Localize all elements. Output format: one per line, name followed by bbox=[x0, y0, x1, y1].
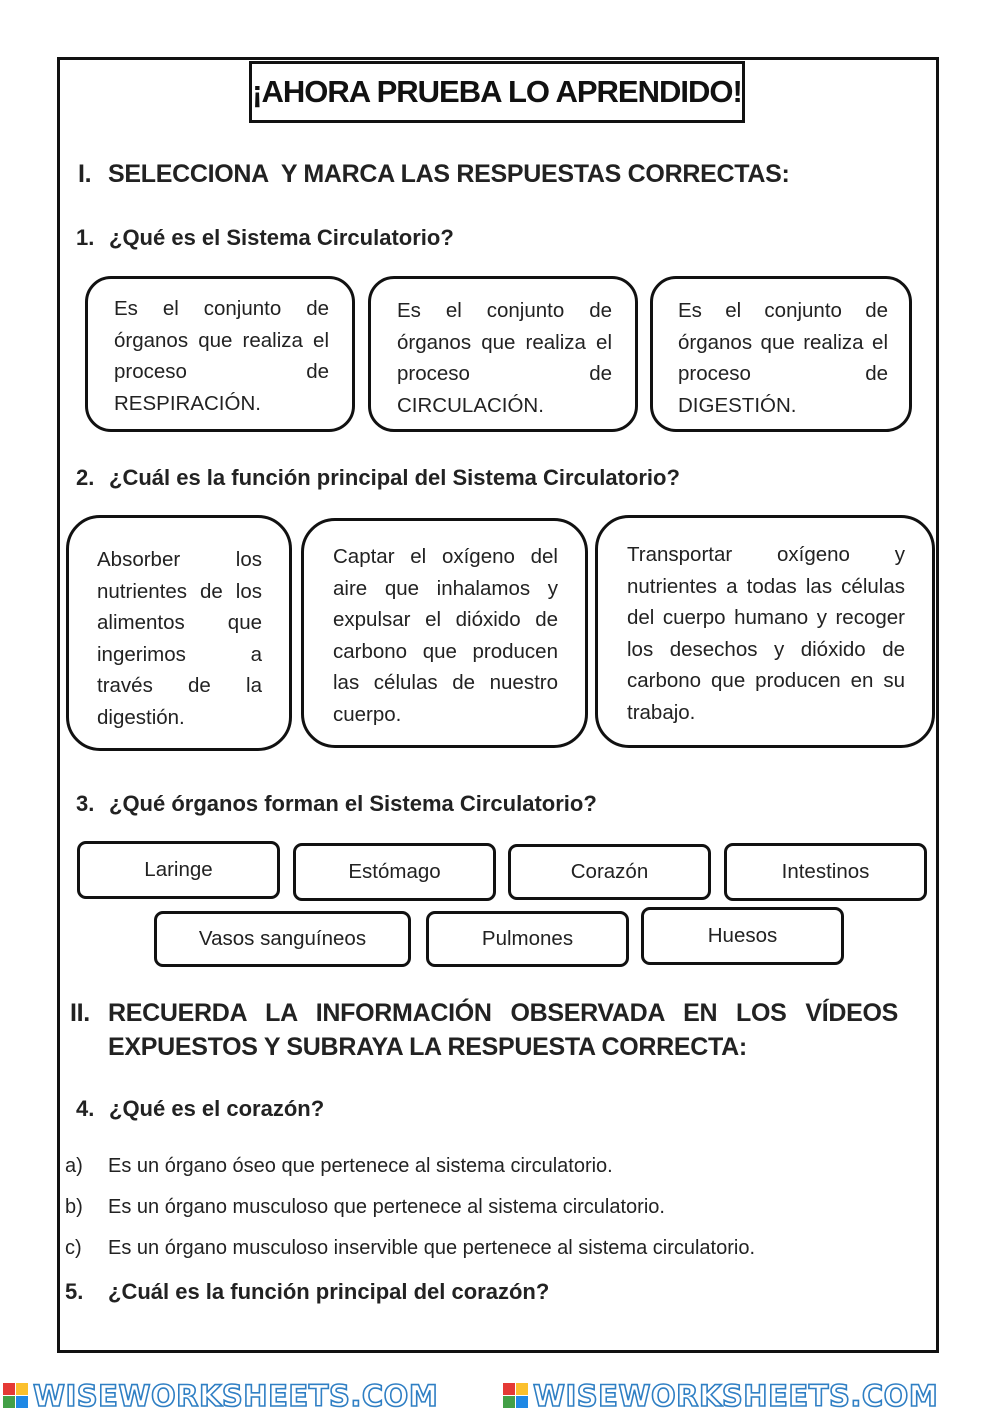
question-number: 5. bbox=[65, 1279, 84, 1304]
wiseworksheets-logo bbox=[503, 1378, 998, 1414]
section-2-heading-line-2 bbox=[108, 1033, 808, 1067]
answer-card-q2-c[interactable] bbox=[595, 515, 935, 748]
option-text: Es un órgano musculoso inservible que pertenece al sistema circulatorio. bbox=[108, 1237, 756, 1259]
answer-card-q2-b[interactable] bbox=[301, 518, 588, 748]
organ-option-vasos-sanguineos[interactable]: Vasos sanguíneos bbox=[154, 911, 411, 967]
logo-squares-icon bbox=[3, 1383, 29, 1409]
answer-text: Es el conjunto de órganos que realiza el proceso de CIRCULACIÓN. bbox=[397, 299, 612, 417]
question-number: 4. bbox=[76, 1096, 95, 1121]
option-a[interactable] bbox=[65, 1155, 825, 1181]
question-2 bbox=[76, 465, 776, 495]
question-text: ¿Qué órganos forman el Sistema Circulatorio? bbox=[109, 791, 597, 816]
answer-text: Transportar oxígeno y nutrientes a todas las células del cuerpo humano y recoger los desechos y dióxido de carbono que producen en su trabajo. bbox=[627, 543, 905, 724]
question-text: ¿Cuál es la función principal del corazón? bbox=[108, 1279, 550, 1304]
option-letter: b) bbox=[65, 1196, 83, 1218]
answer-text: Es el conjunto de órganos que realiza el proceso de RESPIRACIÓN. bbox=[114, 297, 329, 415]
organ-option-estomago[interactable]: Estómago bbox=[293, 843, 496, 901]
section-2-number: II. bbox=[70, 999, 90, 1027]
logo-squares-icon bbox=[503, 1383, 529, 1409]
answer-card-q2-a[interactable] bbox=[66, 515, 292, 751]
organ-option-corazon[interactable]: Corazón bbox=[508, 844, 711, 900]
answer-text: Captar el oxígeno del aire que inhalamos y expulsar el dióxido de carbono que producen las células de nuestro cuerpo. bbox=[333, 545, 558, 726]
question-4 bbox=[76, 1096, 476, 1126]
logo-text: WISEWORKSHEETS.COM bbox=[33, 1379, 439, 1413]
answer-card-q1-a[interactable] bbox=[85, 276, 355, 432]
section-2-title-line-1: RECUERDA LA INFORMACIÓN OBSERVADA EN LOS VÍDEOS bbox=[108, 999, 898, 1027]
section-1-title: SELECCIONA Y MARCA LAS RESPUESTAS CORRECTAS: bbox=[108, 160, 790, 188]
option-text: Es un órgano musculoso que pertenece al sistema circulatorio. bbox=[108, 1196, 665, 1218]
question-text: ¿Qué es el Sistema Circulatorio? bbox=[109, 225, 454, 250]
question-5 bbox=[65, 1279, 665, 1309]
option-text: Es un órgano óseo que pertenece al sistema circulatorio. bbox=[108, 1155, 613, 1177]
answer-text: Absorber los nutrientes de los alimentos que ingerimos a través de la digestión. bbox=[97, 548, 262, 729]
question-number: 3. bbox=[76, 791, 95, 816]
option-b[interactable] bbox=[65, 1196, 825, 1222]
answer-text: Es el conjunto de órganos que realiza el proceso de DIGESTIÓN. bbox=[678, 299, 888, 417]
section-1-number: I. bbox=[78, 160, 92, 188]
title-box bbox=[249, 61, 745, 123]
option-letter: c) bbox=[65, 1237, 82, 1259]
organ-option-intestinos[interactable]: Intestinos bbox=[724, 843, 927, 901]
section-1-heading bbox=[78, 160, 790, 194]
question-text: ¿Cuál es la función principal del Sistema Circulatorio? bbox=[109, 465, 680, 490]
wiseworksheets-logo bbox=[3, 1378, 498, 1414]
option-c[interactable] bbox=[65, 1237, 825, 1263]
footer-watermark bbox=[0, 1378, 1000, 1414]
question-number: 2. bbox=[76, 465, 95, 490]
question-text: ¿Qué es el corazón? bbox=[109, 1096, 325, 1121]
question-1 bbox=[76, 225, 576, 255]
answer-card-q1-b[interactable] bbox=[368, 276, 638, 432]
section-2-heading bbox=[70, 999, 900, 1033]
logo-text: WISEWORKSHEETS.COM bbox=[533, 1379, 939, 1413]
answer-card-q1-c[interactable] bbox=[650, 276, 912, 432]
section-2-title-line-2: EXPUESTOS Y SUBRAYA LA RESPUESTA CORRECTA: bbox=[108, 1033, 747, 1061]
page-title: ¡AHORA PRUEBA LO APRENDIDO! bbox=[252, 74, 742, 109]
question-3 bbox=[76, 791, 676, 821]
organ-option-pulmones[interactable]: Pulmones bbox=[426, 911, 629, 967]
option-letter: a) bbox=[65, 1155, 83, 1177]
organ-option-laringe[interactable]: Laringe bbox=[77, 841, 280, 899]
question-number: 1. bbox=[76, 225, 95, 250]
organ-option-huesos[interactable]: Huesos bbox=[641, 907, 844, 965]
